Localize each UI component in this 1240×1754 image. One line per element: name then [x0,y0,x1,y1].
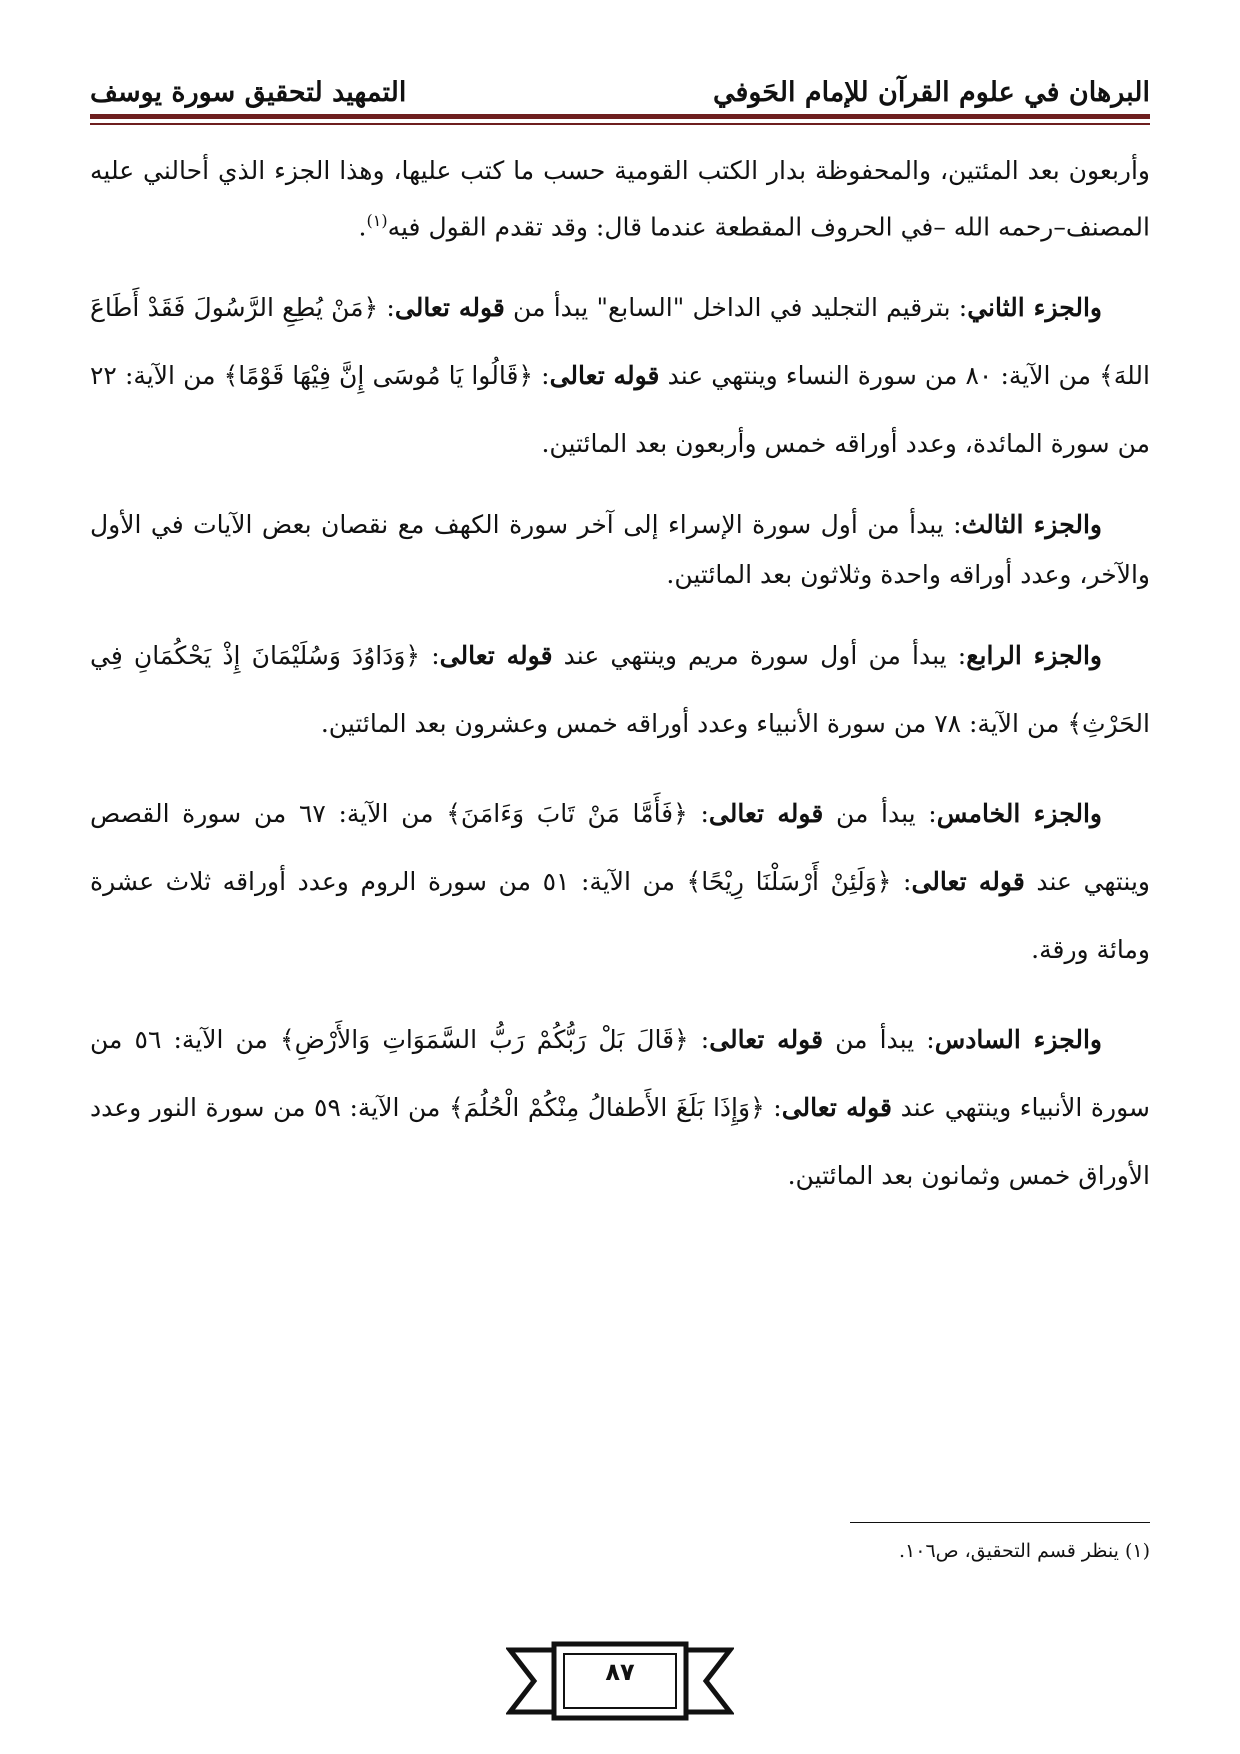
segment: : يبدأ من أول سورة مريم وينتهي عند [552,641,967,671]
part-paragraph-2 [90,274,1150,478]
part-paragraph-4 [90,622,1150,758]
running-header [90,68,1150,108]
segment: : يبدأ من أول سورة الإسراء إلى آخر سورة الكهف مع نقصان بعض الآيات في الأول والآخر، وعدد أوراقه واحدة وثلاثون بعد المائتين. [90,510,1150,590]
footnote-separator [850,1522,1150,1523]
segment: : يبدأ من [823,1025,935,1055]
part-label: والجزء الخامس [936,799,1103,829]
segment: : ﴿قَالَ بَلْ رَبُّكُمْ رَبُّ السَّمَوَاتِ وَالأَرْضِ﴾ من الآية: ٥٦ من سورة الأنبياء وينتهي عند [90,1025,1150,1123]
intro-text: وأربعون بعد المئتين، والمحفوظة بدار الكتب القومية حسب ما كتب عليها، وهذا الجزء الذي أحالني عليه المصنف–رحمه الله –في الحروف المقطعة عندما قال: وقد تقدم القول فيه [90,156,1150,242]
segment-bold: قوله تعالى [781,1093,892,1123]
body-text [90,146,1150,1232]
part-label: والجزء السادس [934,1025,1102,1055]
page-number: ٨٧ [605,1658,635,1686]
segment-bold: قوله تعالى [549,361,660,391]
segment-bold: قوله تعالى [709,1025,824,1055]
intro-paragraph [90,146,1150,252]
segment: : ﴿وَدَاوُدَ وَسُلَيْمَانَ إِذْ يَحْكُمَانِ فِي الحَرْثِ﴾ من الآية: ٧٨ من سورة الأنبياء وعدد أوراقه خمس وعشرون بعد المائتين. [90,641,1150,739]
segment-bold: قوله تعالى [439,641,553,671]
footnote-ref: (١) [366,211,388,230]
part-paragraph-5 [90,780,1150,984]
segment: : ﴿وَإِذَا بَلَغَ الأَطفالُ مِنْكُمْ الْحُلُمَ﴾ من الآية: ٥٩ من سورة النور وعدد الأوراق خمس وثمانون بعد المائتين. [90,1093,1150,1191]
segment-bold: قوله تعالى [394,293,505,323]
book-title: البرهان في علوم القرآن للإمام الحَوفي [712,77,1150,108]
segment: : ﴿قَالُوا يَا مُوسَى إِنَّ فِيْهَا قَوْمًا﴾ من الآية: ٢٢ من سورة المائدة، وعدد أوراقه خمس وأربعون بعد المائتين. [90,361,1150,459]
page-number-ornament [506,1640,734,1722]
segment: : يبدأ من [823,799,937,829]
part-paragraph-3 [90,500,1150,600]
segment: : ﴿وَلَئِنْ أَرْسَلْنَا رِيْحًا﴾ من الآية: ٥١ من سورة الروم وعدد أوراقه ثلاث عشرة ومائة ورقة. [90,867,1150,965]
intro-end: . [358,212,367,242]
part-label: والجزء الثاني [967,293,1103,323]
segment: : ﴿فَأَمَّا مَنْ تَابَ وَءَامَنَ﴾ من الآية: ٦٧ من سورة القصص وينتهي عند [90,799,1150,897]
header-rule-thin [90,123,1150,125]
section-title: التمهيد لتحقيق سورة يوسف [90,77,407,108]
footnote: (١) ينظر قسم التحقيق، ص١٠٦. [898,1540,1150,1562]
header-rule-thick [90,114,1150,119]
part-label: والجزء الرابع [966,641,1102,671]
segment: : بترقيم التجليد في الداخل "السابع" يبدأ من [504,293,968,323]
segment-bold: قوله تعالى [708,799,824,829]
part-label: والجزء الثالث [961,510,1102,540]
part-paragraph-6 [90,1006,1150,1210]
segment-bold: قوله تعالى [911,867,1025,897]
segment: : ﴿مَنْ يُطِعِ الرَّسُولَ فَقَدْ أَطَاعَ اللهَ﴾ من الآية: ٨٠ من سورة النساء وينتهي عند [90,293,1150,391]
